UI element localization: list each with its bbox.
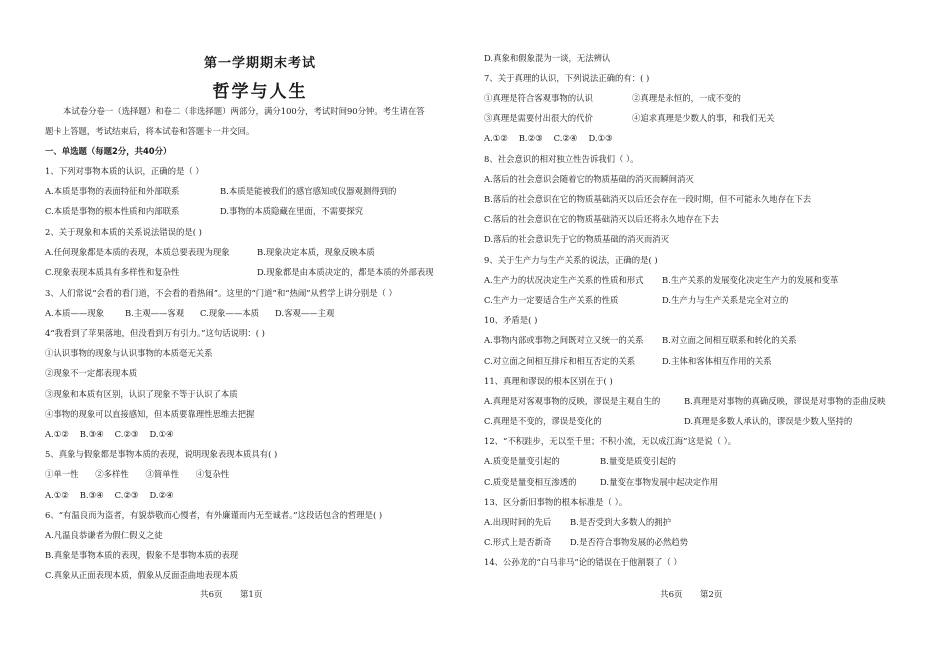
option: A.真理是对客观事物的反映，谬误是主观自生的 <box>484 396 661 406</box>
statement: ①真理是符合客观事物的认识 <box>484 93 593 103</box>
statement: ④追求真理是少数人的事，和我们无关 <box>632 113 775 123</box>
question: 8、社会意识的相对独立性告诉我们（ ）。 <box>484 154 639 164</box>
option: C.形式上是否新奇 <box>484 537 552 547</box>
option: B.现象决定本质，现象反映本质 <box>257 247 375 257</box>
option: D.真象和假象混为一谈，无法辨认 <box>484 53 611 63</box>
option: A.事物内部或事物之间既对立又统一的关系 <box>484 335 644 345</box>
option: D.事物的本质隐藏在里面，不需要探究 <box>220 206 364 216</box>
question: 4“我看到了苹果落地，但没看到万有引力。”这句话说明：( ) <box>45 328 265 338</box>
option: B.落后的社会意识在它的物质基础消灭以后还会存在一段时期，但不可能永久地存在下去 <box>484 194 812 204</box>
option: D.客观——主观 <box>275 308 335 318</box>
option: B.主观——客观 <box>125 308 185 318</box>
question: 1、下列对事物本质的认识，正确的是（ ） <box>45 166 204 176</box>
option: C.真象从正面表现本质，假象从反面歪曲地表现本质 <box>45 570 239 580</box>
option: C.生产力一定要适合生产关系的性质 <box>484 295 619 305</box>
option: B.量变是质变引起的 <box>600 456 676 466</box>
option: B.本质是能被我们的感官感知或仪器观测得到的 <box>220 186 397 196</box>
question: 10、矛盾是( ) <box>484 315 538 325</box>
statement: ①认识事物的现象与认识事物的本质毫无关系 <box>45 348 213 358</box>
exam-page-1 <box>0 0 472 645</box>
question: 9、关于生产力与生产关系的说法，正确的是( ) <box>484 255 658 265</box>
statement: ③现象和本质有区别，认识了现象不等于认识了本质 <box>45 389 238 399</box>
page-footer: 共6页 第1页 <box>200 590 263 600</box>
option: C.质变是量变相互渗透的 <box>484 477 577 487</box>
question: 12、“不积跬步，无以至千里；不积小流，无以成江海”这是说（ ）。 <box>484 436 737 446</box>
option: C.本质是事物的根本性质和内部联系 <box>45 206 180 216</box>
exam-page-2 <box>472 0 945 645</box>
option: D.落后的社会意识先于它的物质基础的消灭而消灭 <box>484 234 669 244</box>
option: D.真理是多数人承认的，谬误是少数人坚持的 <box>684 416 853 426</box>
option: A.凡温良恭谦者为假仁假义之徒 <box>45 530 163 540</box>
option: B.生产关系的发展变化决定生产力的发展和变革 <box>662 275 839 285</box>
question: 11、真理和谬误的根本区别在于( ) <box>484 376 613 386</box>
question: 3、人们常说“会看的看门道，不会看的看热闹”。这里的“门道”和“热闹”从哲学上讲分别是（ ） <box>45 288 397 298</box>
option: B.真理是对事物的真确反映，谬误是对事物的歪曲反映 <box>684 396 886 406</box>
option-row: A.①② B.③④ C.②③ D.②④ <box>45 490 174 500</box>
option: D.现象都是由本质决定的，都是本质的外部表现 <box>257 267 434 277</box>
option: B.对立面之间相互联系和转化的关系 <box>662 335 797 345</box>
question: 5、真象与假象都是事物本质的表现，说明现象表现本质具有( ) <box>45 449 278 459</box>
question: 14、公孙龙的“白马非马”论的错误在于他割裂了（ ） <box>484 557 682 567</box>
option: C.落后的社会意识在它的物质基础消灭以后还将永久地存在下去 <box>484 214 719 224</box>
option: A.本质——现象 <box>45 308 104 318</box>
exam-title: 第一学期期末考试 <box>203 56 316 71</box>
question: 7、关于真理的认识，下列说法正确的有：( ) <box>484 73 650 83</box>
page-footer: 共6页 第2页 <box>660 590 723 600</box>
section-heading: 一、单选题（每题2分，共40分） <box>45 146 172 156</box>
option: D.生产力与生产关系是完全对立的 <box>662 295 789 305</box>
option: D.主体和客体相互作用的关系 <box>662 356 772 366</box>
statement: ②现象不一定都表现本质 <box>45 368 138 378</box>
option: C.对立面之间相互排斥和相互否定的关系 <box>484 356 636 366</box>
option: A.本质是事物的表面特征和外部联系 <box>45 186 180 196</box>
option: B.真象是事物本质的表现，假象不是事物本质的表现 <box>45 550 239 560</box>
option-row: A.①② B.②③ C.②④ D.①③ <box>484 133 613 143</box>
option: D.量变在事物发展中起决定作用 <box>600 477 718 487</box>
option: C.现象表现本质具有多样性和复杂性 <box>45 267 180 277</box>
question: 2、关于现象和本质的关系说法错误的是( ) <box>45 227 202 237</box>
exam-subject: 哲学与人生 <box>212 82 308 102</box>
question: 13、区分新旧事物的根本标准是（ ）。 <box>484 497 628 507</box>
instruction-line: 题卡上答题，考试结束后，将本试卷和答题卡一并交回。 <box>45 126 255 136</box>
instruction-line: 本试卷分卷一（选择题）和卷二（非选择题）两部分，满分100分，考试时间90分钟。考生请在答 <box>63 106 425 116</box>
statement: ④事物的现象可以直接感知，但本质要靠理性思维去把握 <box>45 409 255 419</box>
statement: ②真理是永恒的，一成不变的 <box>632 93 741 103</box>
option: A.质变是量变引起的 <box>484 456 560 466</box>
statement: ①单一性 ②多样性 ③简单性 ④复杂性 <box>45 469 230 479</box>
option: A.出现时间的先后 <box>484 517 552 527</box>
question: 6、“有温良而为盗者，有貌恭敬而心慢者，有外廉谨而内无至诚者。”这段话包含的哲理是( ) <box>45 510 383 520</box>
option: C.现象——本质 <box>200 308 260 318</box>
option: B.是否受到大多数人的拥护 <box>570 517 671 527</box>
option-row: A.①② B.③④ C.②③ D.①④ <box>45 429 174 439</box>
statement: ③真理是需要付出很大的代价 <box>484 113 593 123</box>
option: D.是否符合事物发展的必然趋势 <box>570 537 688 547</box>
option: A.生产力的状况决定生产关系的性质和形式 <box>484 275 644 285</box>
option: A.任何现象都是本质的表现，本质总要表现为现象 <box>45 247 230 257</box>
option: C.真理是不变的，谬误是变化的 <box>484 416 602 426</box>
option: A.落后的社会意识会随着它的物质基础的消灭而瞬间消灭 <box>484 174 694 184</box>
